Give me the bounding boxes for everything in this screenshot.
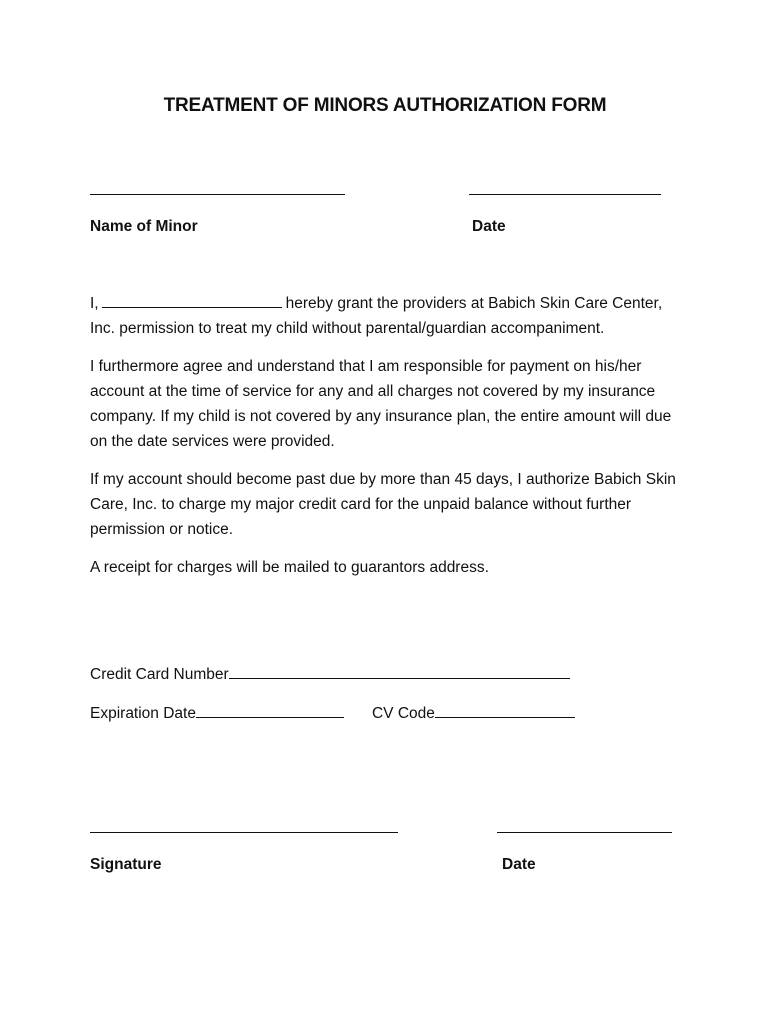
guardian-name-blank[interactable]	[102, 292, 282, 308]
authorization-text	[90, 291, 690, 593]
paragraph-permission	[90, 291, 690, 341]
cv-code-label: CV Code	[371, 705, 435, 722]
signature-line[interactable]	[90, 832, 398, 833]
paragraph-receipt: A receipt for charges will be mailed to guarantors address.	[90, 559, 489, 576]
credit-card-field	[90, 663, 570, 684]
minor-date-label: Date	[472, 218, 506, 235]
signature-date-line[interactable]	[497, 832, 672, 833]
paragraph-permission-start: I,	[90, 295, 99, 312]
minor-date-line[interactable]	[469, 194, 661, 195]
paragraph-credit-authorization: If my account should become past due by more than 45 days, I authorize Babich Skin Care, Inc. to charge my major credit card for the unpaid balance without further permission or notice.	[90, 471, 676, 538]
signature-label: Signature	[90, 856, 162, 873]
paragraph-permission-rest: hereby grant the providers at Babich Skin Care Center, Inc. permission to treat my child without parental/guardian accompaniment.	[90, 295, 663, 337]
expiration-cv-field	[90, 702, 575, 723]
signature-date-label: Date	[502, 856, 536, 873]
paragraph-payment-responsibility: I furthermore agree and understand that I am responsible for payment on his/her account at the time of service for any and all charges not covered by my insurance company. If my child is not covered by any insurance plan, the entire amount will due on the date services were provided.	[90, 358, 672, 450]
minor-name-line[interactable]	[90, 194, 345, 195]
minor-name-label: Name of Minor	[90, 218, 198, 235]
expiration-label: Expiration Date	[90, 705, 196, 722]
credit-card-label: Credit Card Number	[90, 666, 229, 683]
credit-card-blank[interactable]	[229, 663, 570, 679]
form-title: TREATMENT OF MINORS AUTHORIZATION FORM	[163, 95, 607, 116]
expiration-blank[interactable]	[196, 702, 344, 718]
cv-code-blank[interactable]	[435, 702, 575, 718]
